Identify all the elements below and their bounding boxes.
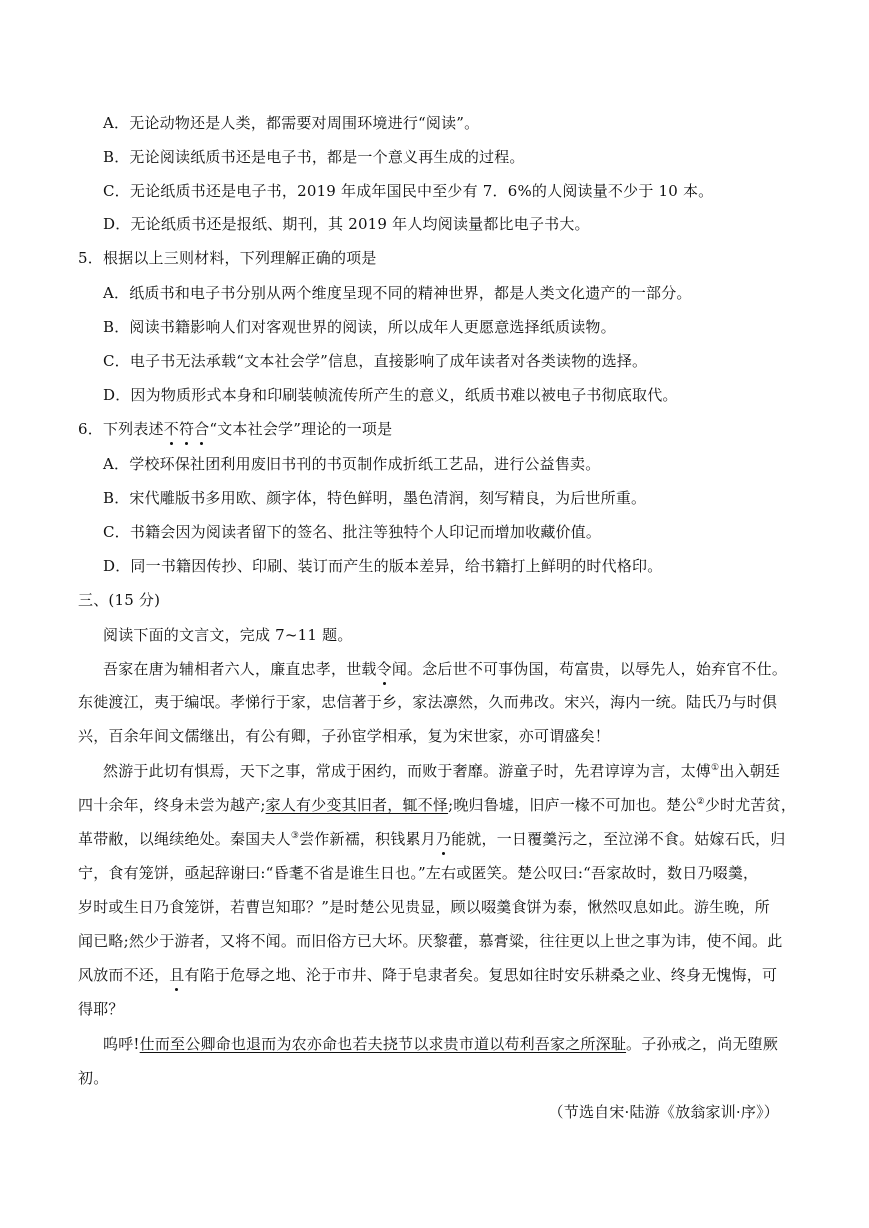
passage-line: 得耶？ — [78, 1000, 124, 1018]
underlined-sentence: 家人有少变其旧者，辄不怿 — [265, 796, 449, 814]
passage-line — [78, 965, 777, 985]
passage-line — [103, 1034, 778, 1054]
text-run: 有陷于危辱之地、沦于市井、降于皂隶者矣。复思如往时安乐耕桑之业、终身无愧悔，可 — [184, 966, 778, 984]
section-heading: 三、(15 分) — [78, 591, 161, 609]
q6-stem — [78, 419, 392, 439]
q6-option-b: B．宋代雕版书多用欧、颜字体，特色鲜明，墨色清润，刻写精良，为后世所重。 — [103, 489, 647, 507]
q5-option-c: C．电子书无法承载“文本社会学”信息，直接影响了成年读者对各类读物的选择。 — [103, 352, 648, 370]
passage-line: 岁时或生日乃食笼饼，若曹岂知耶？”是时楚公见贵显，顾以啜羹食饼为泰，愀然叹息如此。游生晚，所 — [78, 898, 770, 916]
section-instruction: 阅读下面的文言文，完成 7~11 题。 — [103, 626, 353, 644]
passage-line — [103, 761, 780, 781]
text-run: 革带敝，以绳续绝处。秦国夫人 — [78, 830, 291, 848]
text-run: 四十余年，终身未尝为越产; — [78, 796, 266, 814]
passage-line: 闻已略;然少于游者，又将不闻。而旧俗方已大坏。厌黎藿，慕膏粱，往往更以上世之事为讳，使不闻。此 — [78, 932, 783, 950]
text-run: ;晚归鲁墟，旧庐一椽不可加也。楚公 — [448, 796, 697, 814]
q4-option-d: D．无论纸质书还是报纸、期刊，其 2019 年人均阅读量都比电子书大。 — [103, 215, 590, 233]
passage-source: （节选自宋·陆游《放翁家训·序》） — [548, 1103, 779, 1121]
emphasis-char: 乃 — [435, 830, 452, 848]
passage-line — [103, 659, 787, 679]
q6-option-c: C．书籍会因为阅读者留下的签名、批注等独特个人印记而增加收藏价值。 — [103, 523, 602, 541]
q4-option-a: A．无论动物还是人类，都需要对周围环境进行“阅读”。 — [103, 114, 480, 132]
text-run: 呜呼! — [103, 1035, 140, 1053]
text-run: 出入朝廷 — [719, 762, 781, 780]
emphasis-char: 合 — [194, 420, 210, 438]
passage-line: 初。 — [78, 1069, 109, 1087]
emphasis-char: 符 — [178, 420, 195, 438]
q6-option-d: D．同一书籍因传抄、印刷、装订而产生的版本差异，给书籍打上鲜明的时代格印。 — [103, 557, 663, 575]
q4-option-b: B．无论阅读纸质书还是电子书，都是一个意义再生成的过程。 — [103, 148, 525, 166]
footnote-marker: ② — [696, 797, 705, 807]
text-run: 然游于此切有惧焉，天下之事，常成于困约，而败于奢靡。游童子时，先君谆谆为言，太傅 — [103, 762, 712, 780]
text-run: 尝作新襦，积钱累月 — [299, 830, 436, 848]
q6-stem-post: “文本社会学”理论的一项是 — [209, 420, 393, 438]
underlined-sentence: 仕而至公卿命也退而为农亦命也若夫挠节以求贵市道以苟利吾家之所深耻 — [139, 1035, 627, 1053]
q4-option-c: C．无论纸质书还是电子书，2019 年成年国民中至少有 7．6%的人阅读量不少于 10 本。 — [103, 182, 714, 200]
q6-stem-pre: 6．下列表述 — [78, 420, 164, 438]
q5-option-b: B．阅读书籍影响人们对客观世界的阅读，所以成年人更愿意选择纸质读物。 — [103, 318, 616, 336]
emphasis-char: 不 — [163, 420, 179, 438]
text-run: 闻。念后世不可事伪国，苟富贵，以辱先人，始弃官不仕。 — [391, 660, 788, 678]
emphasis-char: 且 — [169, 966, 185, 984]
q5-option-d: D．因为物质形式本身和印刷装帧流传所产生的意义，纸质书难以被电子书彻底取代。 — [103, 386, 678, 404]
text-run: 少时尤苦贫， — [704, 796, 797, 814]
text-run: 吾家在唐为辅相者六人，廉直忠孝，世载 — [103, 660, 377, 678]
footnote-marker: ① — [711, 763, 720, 773]
footnote-marker: ③ — [290, 831, 300, 841]
passage-line: 兴，百余年间文儒继出，有公有卿，子孙宦学相承，复为宋世家，亦可谓盛矣！ — [78, 727, 611, 745]
q5-option-a: A．纸质书和电子书分别从两个维度呈现不同的精神世界，都是人类文化遗产的一部分。 — [103, 284, 692, 302]
passage-line: 东徙渡江，夷于编氓。孝悌行于家，忠信著于乡，家法凛然，久而弗改。宋兴，海内一统。陆氏乃与时俱 — [78, 693, 778, 711]
passage-line: 宁，食有笼饼，亟起辞谢曰:“昏耄不省是谁生日也。”左右或匿笑。楚公叹曰:“吾家故时，数日乃啜羹， — [78, 864, 759, 882]
text-run: 能就，一日覆羹污之，至泣涕不食。姑嫁石氏，归 — [451, 830, 786, 848]
emphasis-char: 令 — [376, 660, 392, 678]
text-run: 。子孙戒之，尚无堕厥 — [626, 1035, 779, 1053]
q6-option-a: A．学校环保社团利用废旧书刊的书页制作成折纸工艺品，进行公益售卖。 — [103, 455, 601, 473]
passage-line — [78, 829, 786, 849]
passage-line — [78, 795, 796, 815]
text-run: 风放而不还， — [78, 966, 170, 984]
q5-stem: 5．根据以上三则材料，下列理解正确的项是 — [78, 249, 377, 267]
